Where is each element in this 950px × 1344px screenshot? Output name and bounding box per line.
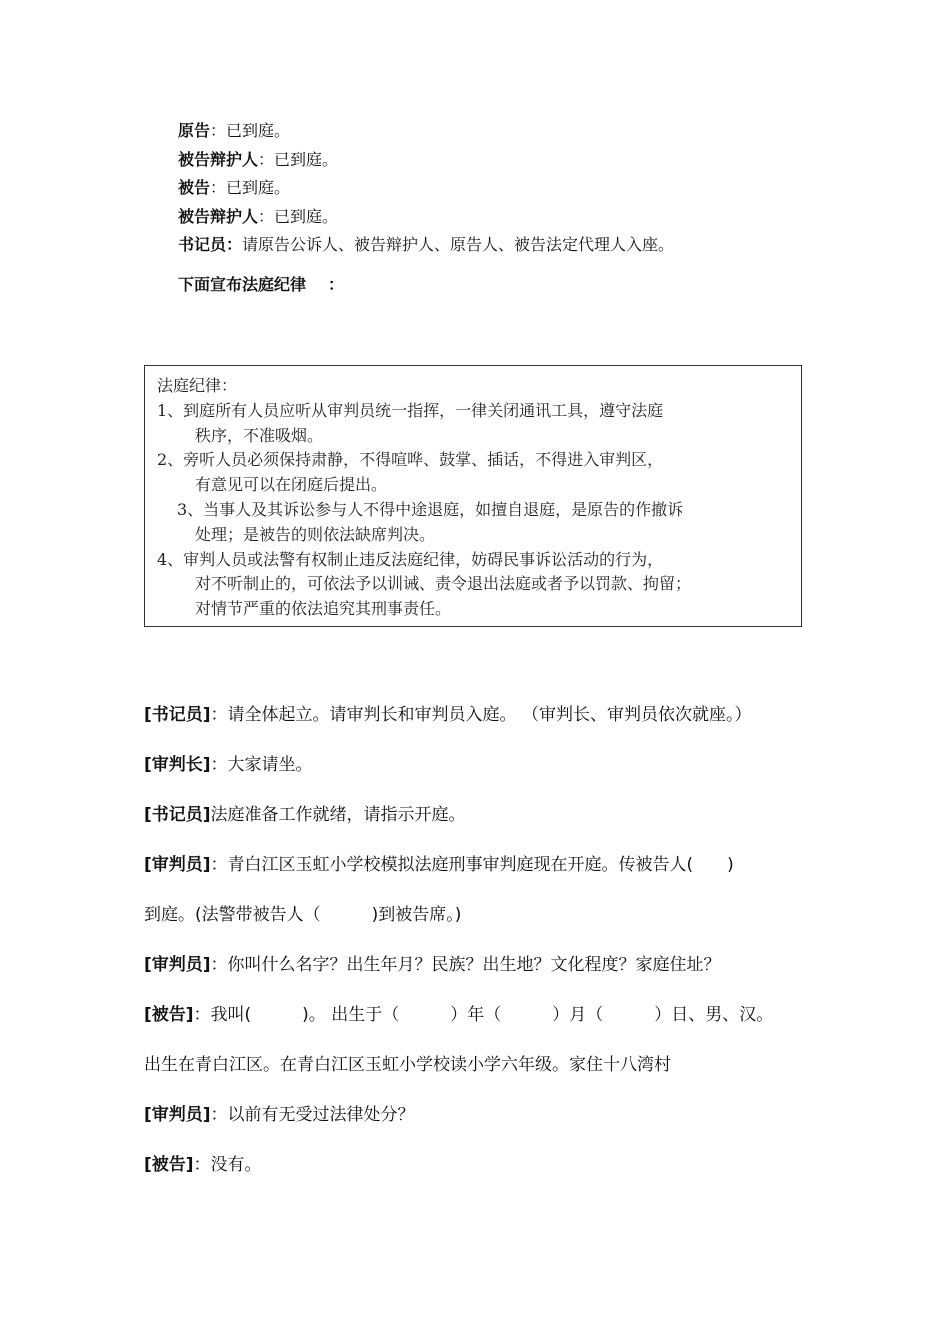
rollcall-text: 请原告公诉人、被告辩护人、原告人、被告法定代理人入座。 (242, 235, 675, 254)
discipline-rule-4-cont: 对不听制止的，可依法予以训诫、责令退出法庭或者予以罚款、拘留； (195, 574, 692, 594)
announce-heading (178, 272, 818, 295)
dialogue-text: ：我叫( )。 出生于（ ）年（ ）月（ ）日、男、汉。 (193, 1005, 774, 1025)
speaker-label: [审判长] (144, 755, 211, 775)
discipline-rule-4-cont2: 对情节严重的依法追究其刑事责任。 (195, 599, 452, 619)
dialogue-text: 法庭准备工作就绪，请指示开庭。 (210, 805, 466, 825)
court-discipline-box (144, 365, 802, 627)
speaker-label: 原告 (178, 121, 211, 140)
speaker-label: [被告] (144, 1005, 194, 1025)
dialogue-line (144, 1000, 824, 1050)
announce-colon: ： (328, 274, 345, 294)
discipline-rule-3: 3、当事人及其诉讼参与人不得中途退庭，如擅自退庭，是原告的作撤诉 (177, 499, 684, 519)
rollcall-line (178, 146, 818, 175)
speaker-label: 被告 (178, 178, 211, 197)
dialogue-text: ：你叫什么名字？出生年月？民族？出生地？文化程度？家庭住址？ (210, 955, 721, 975)
dialogue-text: ：以前有无受过法律处分？ (210, 1105, 415, 1125)
discipline-rule-2: 2、旁听人员必须保持肃静，不得喧哗、鼓掌、插话，不得进入审判区， (157, 450, 664, 470)
dialogue-line (144, 800, 824, 850)
dialogue-line (144, 1100, 824, 1150)
speaker-label: [审判员] (144, 1105, 211, 1125)
discipline-rule-1: 1、到庭所有人员应听从审判员统一指挥，一律关闭通讯工具，遵守法庭 (157, 400, 664, 420)
speaker-label: 书记员： (178, 235, 243, 254)
dialogue-text: ：请全体起立。请审判长和审判员入庭。 （审判长、审判员依次就座。） (210, 705, 752, 725)
dialogue-line-cont (144, 900, 824, 950)
speaker-label: 被告辩护人 (178, 206, 259, 226)
rollcall-line (178, 203, 818, 232)
dialogue-line (144, 950, 824, 1000)
dialogue-text: ：大家请坐。 (210, 755, 313, 775)
discipline-title: 法庭纪律： (157, 376, 238, 395)
rollcall-text: ：已到庭。 (258, 206, 339, 226)
dialogue-block (144, 700, 824, 1200)
rollcall-line (178, 117, 818, 146)
rollcall-text: ：已到庭。 (258, 149, 339, 169)
discipline-rule-4: 4、审判人员或法警有权制止违反法庭纪律，妨碍民事诉讼活动的行为， (157, 549, 664, 569)
rollcall-text: ：已到庭。 (210, 121, 291, 140)
speaker-label: [书记员] (144, 705, 211, 725)
dialogue-line (144, 700, 824, 750)
speaker-label: [被告] (144, 1155, 194, 1175)
speaker-label: 被告辩护人 (178, 149, 259, 169)
dialogue-line (144, 850, 824, 900)
speaker-label: [审判员] (144, 855, 211, 875)
discipline-rule-2-cont: 有意见可以在闭庭后提出。 (195, 475, 388, 495)
rollcall-block (178, 117, 818, 295)
dialogue-line (144, 750, 824, 800)
announce-text: 下面宣布法庭纪律 (178, 274, 307, 294)
discipline-rule-1-cont: 秩序，不准吸烟。 (195, 425, 324, 445)
dialogue-line (144, 1150, 824, 1200)
speaker-label: [书记员] (144, 805, 211, 825)
dialogue-text: ：没有。 (193, 1155, 262, 1175)
dialogue-text: 出生在青白江区。在青白江区玉虹小学校读小学六年级。家住十八湾村 (144, 1055, 671, 1075)
speaker-label: [审判员] (144, 955, 211, 975)
dialogue-text: 到庭。(法警带被告人（ )到被告席。) (144, 905, 462, 925)
rollcall-text: ：已到庭。 (210, 178, 291, 197)
rollcall-line (178, 231, 818, 260)
dialogue-line-cont (144, 1050, 824, 1100)
rollcall-line (178, 174, 818, 203)
dialogue-text: ：青白江区玉虹小学校模拟法庭刑事审判庭现在开庭。传被告人( ) (210, 855, 734, 875)
discipline-rule-3-cont: 处理；是被告的则依法缺席判决。 (195, 524, 436, 544)
